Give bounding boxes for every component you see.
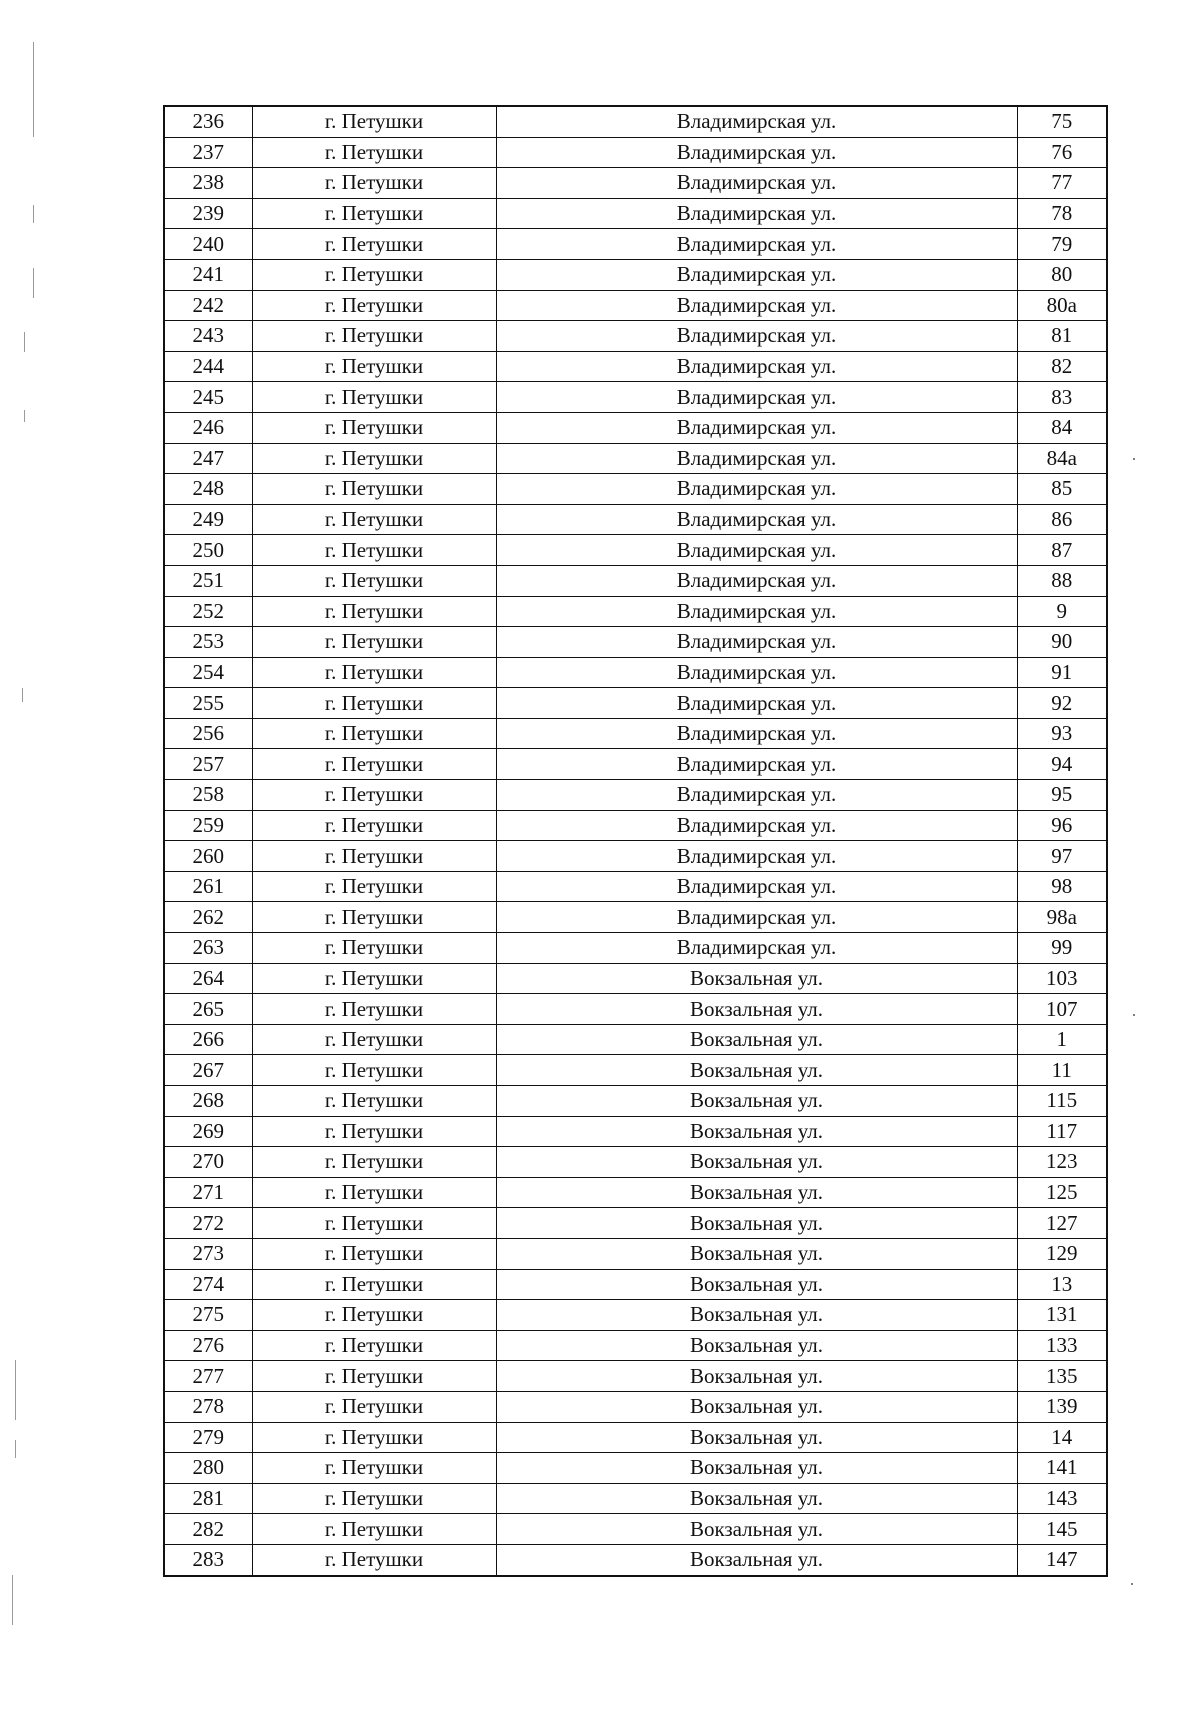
city-cell: г. Петушки (252, 1269, 496, 1300)
table-row (164, 259, 1107, 290)
table-row (164, 229, 1107, 260)
table-row (164, 780, 1107, 811)
city-cell: г. Петушки (252, 1024, 496, 1055)
table-row (164, 198, 1107, 229)
table-row (164, 1116, 1107, 1147)
street-cell: Вокзальная ул. (496, 1422, 1017, 1453)
house-number-cell: 11 (1017, 1055, 1107, 1086)
row-number-cell: 283 (164, 1544, 252, 1575)
city-cell: г. Петушки (252, 229, 496, 260)
table-row (164, 933, 1107, 964)
address-table (163, 105, 1108, 1577)
row-number-cell: 252 (164, 596, 252, 627)
city-cell: г. Петушки (252, 504, 496, 535)
table-row (164, 412, 1107, 443)
house-number-cell: 82 (1017, 351, 1107, 382)
row-number-cell: 238 (164, 168, 252, 199)
city-cell: г. Петушки (252, 810, 496, 841)
table-row (164, 1422, 1107, 1453)
row-number-cell: 282 (164, 1514, 252, 1545)
street-cell: Владимирская ул. (496, 106, 1017, 137)
city-cell: г. Петушки (252, 902, 496, 933)
street-cell: Вокзальная ул. (496, 1024, 1017, 1055)
house-number-cell: 90 (1017, 627, 1107, 658)
table-row (164, 1024, 1107, 1055)
street-cell: Владимирская ул. (496, 259, 1017, 290)
table-row (164, 137, 1107, 168)
city-cell: г. Петушки (252, 1361, 496, 1392)
house-number-cell: 127 (1017, 1208, 1107, 1239)
street-cell: Вокзальная ул. (496, 1208, 1017, 1239)
city-cell: г. Петушки (252, 565, 496, 596)
house-number-cell: 86 (1017, 504, 1107, 535)
row-number-cell: 251 (164, 565, 252, 596)
table-row (164, 1269, 1107, 1300)
table-row (164, 1453, 1107, 1484)
house-number-cell: 117 (1017, 1116, 1107, 1147)
table-row (164, 106, 1107, 137)
row-number-cell: 248 (164, 474, 252, 505)
city-cell: г. Петушки (252, 168, 496, 199)
row-number-cell: 236 (164, 106, 252, 137)
city-cell: г. Петушки (252, 535, 496, 566)
street-cell: Владимирская ул. (496, 198, 1017, 229)
scan-edge-line (22, 688, 23, 702)
row-number-cell: 246 (164, 412, 252, 443)
street-cell: Владимирская ул. (496, 596, 1017, 627)
house-number-cell: 143 (1017, 1483, 1107, 1514)
house-number-cell: 88 (1017, 565, 1107, 596)
street-cell: Владимирская ул. (496, 657, 1017, 688)
street-cell: Владимирская ул. (496, 382, 1017, 413)
table-row (164, 382, 1107, 413)
street-cell: Владимирская ул. (496, 412, 1017, 443)
house-number-cell: 80 (1017, 259, 1107, 290)
city-cell: г. Петушки (252, 137, 496, 168)
scan-edge-line (15, 1440, 16, 1458)
city-cell: г. Петушки (252, 1391, 496, 1422)
table-row (164, 718, 1107, 749)
city-cell: г. Петушки (252, 994, 496, 1025)
street-cell: Вокзальная ул. (496, 963, 1017, 994)
house-number-cell: 14 (1017, 1422, 1107, 1453)
street-cell: Владимирская ул. (496, 229, 1017, 260)
table-row (164, 168, 1107, 199)
table-row (164, 596, 1107, 627)
house-number-cell: 131 (1017, 1300, 1107, 1331)
row-number-cell: 275 (164, 1300, 252, 1331)
house-number-cell: 107 (1017, 994, 1107, 1025)
scan-edge-line (33, 268, 34, 298)
scan-edge-line (15, 1360, 16, 1420)
city-cell: г. Петушки (252, 688, 496, 719)
house-number-cell: 115 (1017, 1086, 1107, 1117)
city-cell: г. Петушки (252, 1116, 496, 1147)
house-number-cell: 81 (1017, 321, 1107, 352)
row-number-cell: 264 (164, 963, 252, 994)
street-cell: Вокзальная ул. (496, 1300, 1017, 1331)
table-row (164, 1544, 1107, 1575)
row-number-cell: 244 (164, 351, 252, 382)
table-row (164, 504, 1107, 535)
row-number-cell: 240 (164, 229, 252, 260)
street-cell: Владимирская ул. (496, 871, 1017, 902)
city-cell: г. Петушки (252, 1300, 496, 1331)
row-number-cell: 250 (164, 535, 252, 566)
city-cell: г. Петушки (252, 1055, 496, 1086)
city-cell: г. Петушки (252, 198, 496, 229)
street-cell: Владимирская ул. (496, 780, 1017, 811)
table-row (164, 749, 1107, 780)
house-number-cell: 77 (1017, 168, 1107, 199)
city-cell: г. Петушки (252, 933, 496, 964)
street-cell: Владимирская ул. (496, 535, 1017, 566)
table-row (164, 351, 1107, 382)
table-row (164, 290, 1107, 321)
street-cell: Вокзальная ул. (496, 1483, 1017, 1514)
house-number-cell: 91 (1017, 657, 1107, 688)
table-row (164, 1086, 1107, 1117)
city-cell: г. Петушки (252, 321, 496, 352)
scan-speck (1133, 1014, 1135, 1016)
house-number-cell: 98а (1017, 902, 1107, 933)
house-number-cell: 95 (1017, 780, 1107, 811)
table-row (164, 902, 1107, 933)
street-cell: Вокзальная ул. (496, 1361, 1017, 1392)
table-row (164, 657, 1107, 688)
street-cell: Вокзальная ул. (496, 1116, 1017, 1147)
house-number-cell: 84 (1017, 412, 1107, 443)
table-row (164, 1238, 1107, 1269)
table-row (164, 1391, 1107, 1422)
scan-edge-line (12, 1575, 13, 1625)
row-number-cell: 270 (164, 1147, 252, 1178)
row-number-cell: 276 (164, 1330, 252, 1361)
street-cell: Владимирская ул. (496, 474, 1017, 505)
street-cell: Вокзальная ул. (496, 1269, 1017, 1300)
street-cell: Владимирская ул. (496, 810, 1017, 841)
house-number-cell: 85 (1017, 474, 1107, 505)
house-number-cell: 94 (1017, 749, 1107, 780)
city-cell: г. Петушки (252, 1514, 496, 1545)
house-number-cell: 1 (1017, 1024, 1107, 1055)
city-cell: г. Петушки (252, 1147, 496, 1178)
city-cell: г. Петушки (252, 382, 496, 413)
row-number-cell: 237 (164, 137, 252, 168)
row-number-cell: 265 (164, 994, 252, 1025)
row-number-cell: 273 (164, 1238, 252, 1269)
row-number-cell: 262 (164, 902, 252, 933)
city-cell: г. Петушки (252, 1544, 496, 1575)
street-cell: Владимирская ул. (496, 443, 1017, 474)
row-number-cell: 259 (164, 810, 252, 841)
row-number-cell: 243 (164, 321, 252, 352)
house-number-cell: 103 (1017, 963, 1107, 994)
house-number-cell: 139 (1017, 1391, 1107, 1422)
street-cell: Владимирская ул. (496, 902, 1017, 933)
street-cell: Вокзальная ул. (496, 994, 1017, 1025)
row-number-cell: 274 (164, 1269, 252, 1300)
table-row (164, 963, 1107, 994)
row-number-cell: 269 (164, 1116, 252, 1147)
house-number-cell: 135 (1017, 1361, 1107, 1392)
city-cell: г. Петушки (252, 627, 496, 658)
street-cell: Владимирская ул. (496, 933, 1017, 964)
table-row (164, 871, 1107, 902)
city-cell: г. Петушки (252, 351, 496, 382)
house-number-cell: 147 (1017, 1544, 1107, 1575)
row-number-cell: 272 (164, 1208, 252, 1239)
table-row (164, 1177, 1107, 1208)
table-row (164, 1208, 1107, 1239)
house-number-cell: 92 (1017, 688, 1107, 719)
street-cell: Вокзальная ул. (496, 1544, 1017, 1575)
house-number-cell: 133 (1017, 1330, 1107, 1361)
row-number-cell: 241 (164, 259, 252, 290)
house-number-cell: 87 (1017, 535, 1107, 566)
row-number-cell: 279 (164, 1422, 252, 1453)
table-row (164, 1147, 1107, 1178)
city-cell: г. Петушки (252, 841, 496, 872)
scan-speck (1133, 458, 1135, 460)
row-number-cell: 239 (164, 198, 252, 229)
street-cell: Владимирская ул. (496, 504, 1017, 535)
scan-edge-line (33, 42, 34, 137)
city-cell: г. Петушки (252, 1422, 496, 1453)
row-number-cell: 281 (164, 1483, 252, 1514)
street-cell: Вокзальная ул. (496, 1391, 1017, 1422)
house-number-cell: 141 (1017, 1453, 1107, 1484)
street-cell: Владимирская ул. (496, 168, 1017, 199)
street-cell: Владимирская ул. (496, 688, 1017, 719)
row-number-cell: 261 (164, 871, 252, 902)
house-number-cell: 76 (1017, 137, 1107, 168)
row-number-cell: 271 (164, 1177, 252, 1208)
house-number-cell: 79 (1017, 229, 1107, 260)
table-row (164, 688, 1107, 719)
table-row (164, 994, 1107, 1025)
row-number-cell: 242 (164, 290, 252, 321)
row-number-cell: 267 (164, 1055, 252, 1086)
table-row (164, 841, 1107, 872)
row-number-cell: 249 (164, 504, 252, 535)
table-row (164, 1055, 1107, 1086)
table-row (164, 627, 1107, 658)
table-row (164, 474, 1107, 505)
house-number-cell: 96 (1017, 810, 1107, 841)
street-cell: Вокзальная ул. (496, 1086, 1017, 1117)
table-row (164, 1300, 1107, 1331)
house-number-cell: 75 (1017, 106, 1107, 137)
city-cell: г. Петушки (252, 1238, 496, 1269)
row-number-cell: 260 (164, 841, 252, 872)
street-cell: Владимирская ул. (496, 718, 1017, 749)
scan-edge-line (24, 332, 25, 352)
table-row (164, 1330, 1107, 1361)
row-number-cell: 253 (164, 627, 252, 658)
street-cell: Вокзальная ул. (496, 1514, 1017, 1545)
scan-edge-line (24, 410, 25, 422)
city-cell: г. Петушки (252, 718, 496, 749)
house-number-cell: 93 (1017, 718, 1107, 749)
city-cell: г. Петушки (252, 1086, 496, 1117)
city-cell: г. Петушки (252, 474, 496, 505)
house-number-cell: 84а (1017, 443, 1107, 474)
city-cell: г. Петушки (252, 1177, 496, 1208)
city-cell: г. Петушки (252, 443, 496, 474)
house-number-cell: 78 (1017, 198, 1107, 229)
house-number-cell: 80а (1017, 290, 1107, 321)
street-cell: Владимирская ул. (496, 137, 1017, 168)
table-row (164, 565, 1107, 596)
city-cell: г. Петушки (252, 657, 496, 688)
house-number-cell: 99 (1017, 933, 1107, 964)
city-cell: г. Петушки (252, 871, 496, 902)
city-cell: г. Петушки (252, 1330, 496, 1361)
scan-edge-line (33, 205, 34, 223)
house-number-cell: 83 (1017, 382, 1107, 413)
city-cell: г. Петушки (252, 1483, 496, 1514)
row-number-cell: 247 (164, 443, 252, 474)
row-number-cell: 277 (164, 1361, 252, 1392)
table-row (164, 1483, 1107, 1514)
table-row (164, 443, 1107, 474)
address-table-body (164, 106, 1107, 1576)
city-cell: г. Петушки (252, 290, 496, 321)
table-row (164, 810, 1107, 841)
table-row (164, 321, 1107, 352)
table-row (164, 1361, 1107, 1392)
street-cell: Владимирская ул. (496, 841, 1017, 872)
row-number-cell: 256 (164, 718, 252, 749)
street-cell: Вокзальная ул. (496, 1177, 1017, 1208)
street-cell: Вокзальная ул. (496, 1147, 1017, 1178)
row-number-cell: 280 (164, 1453, 252, 1484)
street-cell: Владимирская ул. (496, 290, 1017, 321)
city-cell: г. Петушки (252, 596, 496, 627)
street-cell: Вокзальная ул. (496, 1330, 1017, 1361)
city-cell: г. Петушки (252, 749, 496, 780)
house-number-cell: 13 (1017, 1269, 1107, 1300)
city-cell: г. Петушки (252, 780, 496, 811)
street-cell: Вокзальная ул. (496, 1238, 1017, 1269)
house-number-cell: 125 (1017, 1177, 1107, 1208)
row-number-cell: 257 (164, 749, 252, 780)
house-number-cell: 9 (1017, 596, 1107, 627)
city-cell: г. Петушки (252, 1208, 496, 1239)
table-row (164, 1514, 1107, 1545)
house-number-cell: 97 (1017, 841, 1107, 872)
house-number-cell: 145 (1017, 1514, 1107, 1545)
city-cell: г. Петушки (252, 259, 496, 290)
row-number-cell: 254 (164, 657, 252, 688)
city-cell: г. Петушки (252, 412, 496, 443)
house-number-cell: 129 (1017, 1238, 1107, 1269)
street-cell: Владимирская ул. (496, 321, 1017, 352)
city-cell: г. Петушки (252, 106, 496, 137)
house-number-cell: 123 (1017, 1147, 1107, 1178)
row-number-cell: 245 (164, 382, 252, 413)
city-cell: г. Петушки (252, 1453, 496, 1484)
street-cell: Владимирская ул. (496, 749, 1017, 780)
table-row (164, 535, 1107, 566)
street-cell: Владимирская ул. (496, 627, 1017, 658)
row-number-cell: 278 (164, 1391, 252, 1422)
row-number-cell: 258 (164, 780, 252, 811)
street-cell: Вокзальная ул. (496, 1453, 1017, 1484)
row-number-cell: 268 (164, 1086, 252, 1117)
row-number-cell: 266 (164, 1024, 252, 1055)
row-number-cell: 263 (164, 933, 252, 964)
street-cell: Владимирская ул. (496, 565, 1017, 596)
street-cell: Владимирская ул. (496, 351, 1017, 382)
row-number-cell: 255 (164, 688, 252, 719)
house-number-cell: 98 (1017, 871, 1107, 902)
scan-speck (1131, 1583, 1133, 1585)
city-cell: г. Петушки (252, 963, 496, 994)
street-cell: Вокзальная ул. (496, 1055, 1017, 1086)
